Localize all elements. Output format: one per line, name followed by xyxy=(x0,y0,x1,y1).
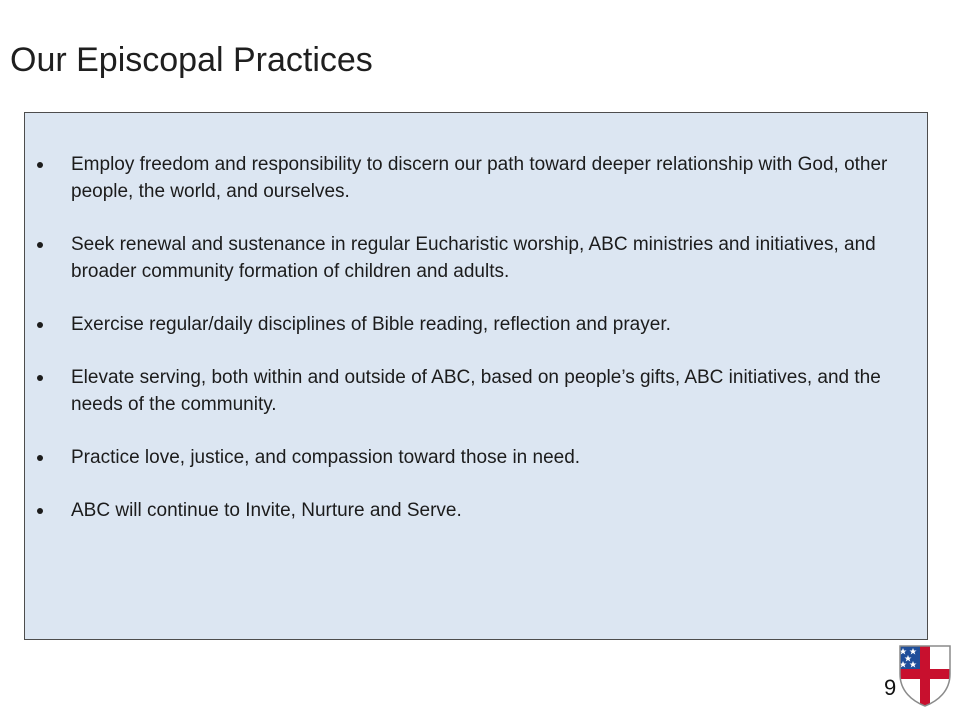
bullet-dot-icon xyxy=(37,375,43,381)
bullet-dot-icon xyxy=(37,162,43,168)
bullet-dot-icon xyxy=(37,508,43,514)
bullet-dot-icon xyxy=(37,455,43,461)
bullet-dot-icon xyxy=(37,242,43,248)
content-box xyxy=(24,112,928,640)
bullet-item xyxy=(25,311,927,338)
bullet-item xyxy=(25,444,927,471)
slide-title: Our Episcopal Practices xyxy=(10,41,373,79)
bullet-dot-icon xyxy=(37,322,43,328)
bullet-text: Employ freedom and responsibility to discern our path toward deeper relationship with God, other people, the world, and ourselves. xyxy=(71,154,888,202)
episcopal-shield-icon xyxy=(898,644,952,708)
bullet-item xyxy=(25,231,927,285)
bullet-list xyxy=(25,151,927,524)
bullet-item xyxy=(25,364,927,418)
bullet-text: Elevate serving, both within and outside of ABC, based on people’s gifts, ABC initiatives, and the needs of the community. xyxy=(71,367,881,415)
bullet-item xyxy=(25,497,927,524)
bullet-text: ABC will continue to Invite, Nurture and Serve. xyxy=(71,500,462,521)
bullet-text: Seek renewal and sustenance in regular Eucharistic worship, ABC ministries and initiatives, and broader community formation of children and adults. xyxy=(71,234,876,282)
bullet-text: Exercise regular/daily disciplines of Bible reading, reflection and prayer. xyxy=(71,314,671,335)
page-number: 9 xyxy=(884,675,897,700)
bullet-item xyxy=(25,151,927,205)
bullet-text: Practice love, justice, and compassion toward those in need. xyxy=(71,447,581,468)
